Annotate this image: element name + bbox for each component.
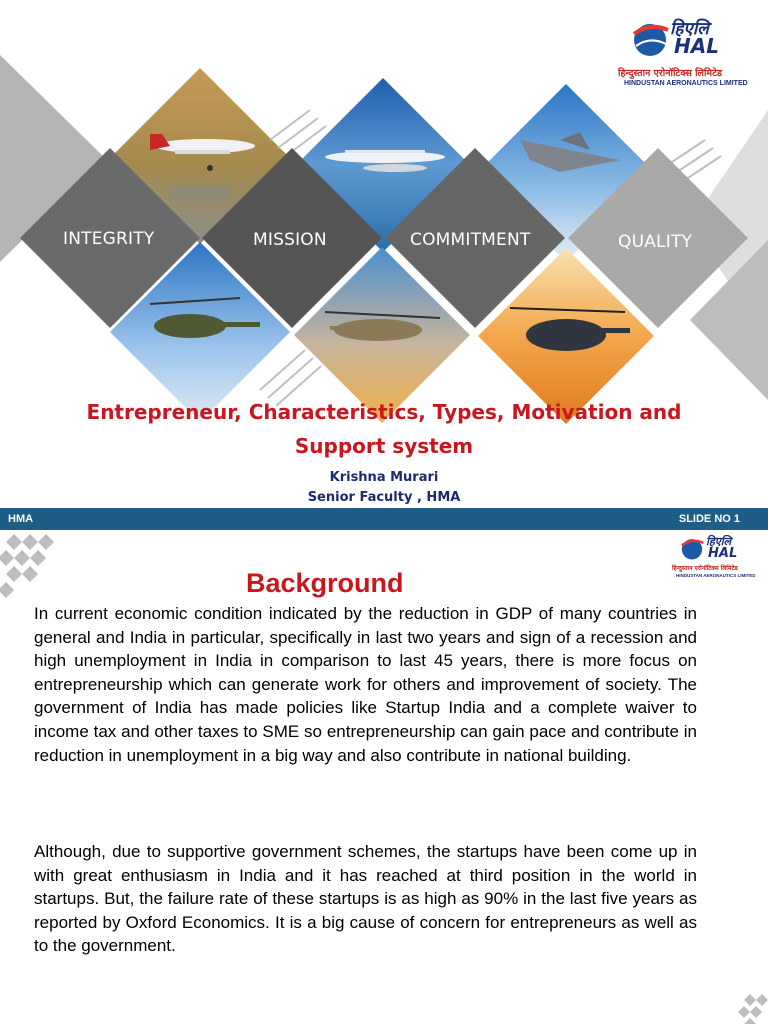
- decorative-corner-diamonds: [728, 988, 768, 1024]
- title-slide: [0, 0, 768, 510]
- hal-logo-small-english-name: HINDUSTAN AERONAUTICS LIMITED: [676, 573, 756, 578]
- footer-slide-number: SLIDE NO 1: [678, 513, 740, 525]
- hal-logo-hindi-name: हिन्दुस्तान एरोनॉटिक्स लिमिटेड: [618, 68, 722, 79]
- value-label-mission: MISSION: [253, 230, 327, 250]
- author-name: Krishna Murari: [329, 470, 439, 485]
- hal-emblem-small-icon: [678, 534, 706, 562]
- value-label-commitment: COMMITMENT: [410, 230, 531, 250]
- footer-org: HMA: [8, 513, 34, 525]
- paragraph-1: In current economic condition indicated by the reduction in GDP of many countries in general and India in particular, specifically in last two years and sign of a recession and high unemployment in India in comparison to last 45 years, there is more focus on entrepreneurship which can generate work for others and improvement of society. The government of India has made policies like Startup India and a complete waiver to income tax and other taxes to SME so entrepreneurship can gain pace and contribute in reduction in unemployment in a big way and also contribute in national building.: [34, 604, 697, 765]
- hal-logo: [618, 14, 764, 94]
- author-role: Senior Faculty , HMA: [307, 490, 461, 505]
- decorative-diamond-pattern: [0, 530, 70, 600]
- slide-title-line-1: Entrepreneur, Characteristics, Types, Motivation and: [86, 400, 682, 424]
- hal-emblem-icon: [628, 16, 672, 60]
- paragraph-2: Although, due to supportive government schemes, the startups have been come up in with great enthusiasm in India and it has reached at third position in the world in startups. But, the failure rate of these startups is as high as 90% in the last five years as reported by Oxford Economics. It is a big cause of concern for entrepreneurs as well as to the government.: [34, 842, 697, 956]
- value-label-quality: QUALITY: [618, 232, 693, 252]
- hal-logo-small-acronym: HAL: [708, 546, 738, 561]
- hal-logo-devanagari: हिएलि: [670, 19, 709, 39]
- hal-logo-small-hindi-name: हिन्दुस्तान एरोनॉटिक्स लिमिटेड: [672, 565, 738, 572]
- hal-logo-acronym: HAL: [674, 34, 719, 58]
- hal-logo-english-name: HINDUSTAN AERONAUTICS LIMITED: [624, 80, 748, 87]
- section-heading: Background: [246, 568, 404, 598]
- hal-logo-small: [672, 532, 768, 584]
- slide-title-line-2: Support system: [294, 434, 474, 458]
- hal-logo-small-devanagari: हिएलि: [706, 535, 732, 548]
- background-slide: [0, 530, 768, 1024]
- value-label-integrity: INTEGRITY: [63, 229, 155, 249]
- slide-footer-bar: [0, 508, 768, 531]
